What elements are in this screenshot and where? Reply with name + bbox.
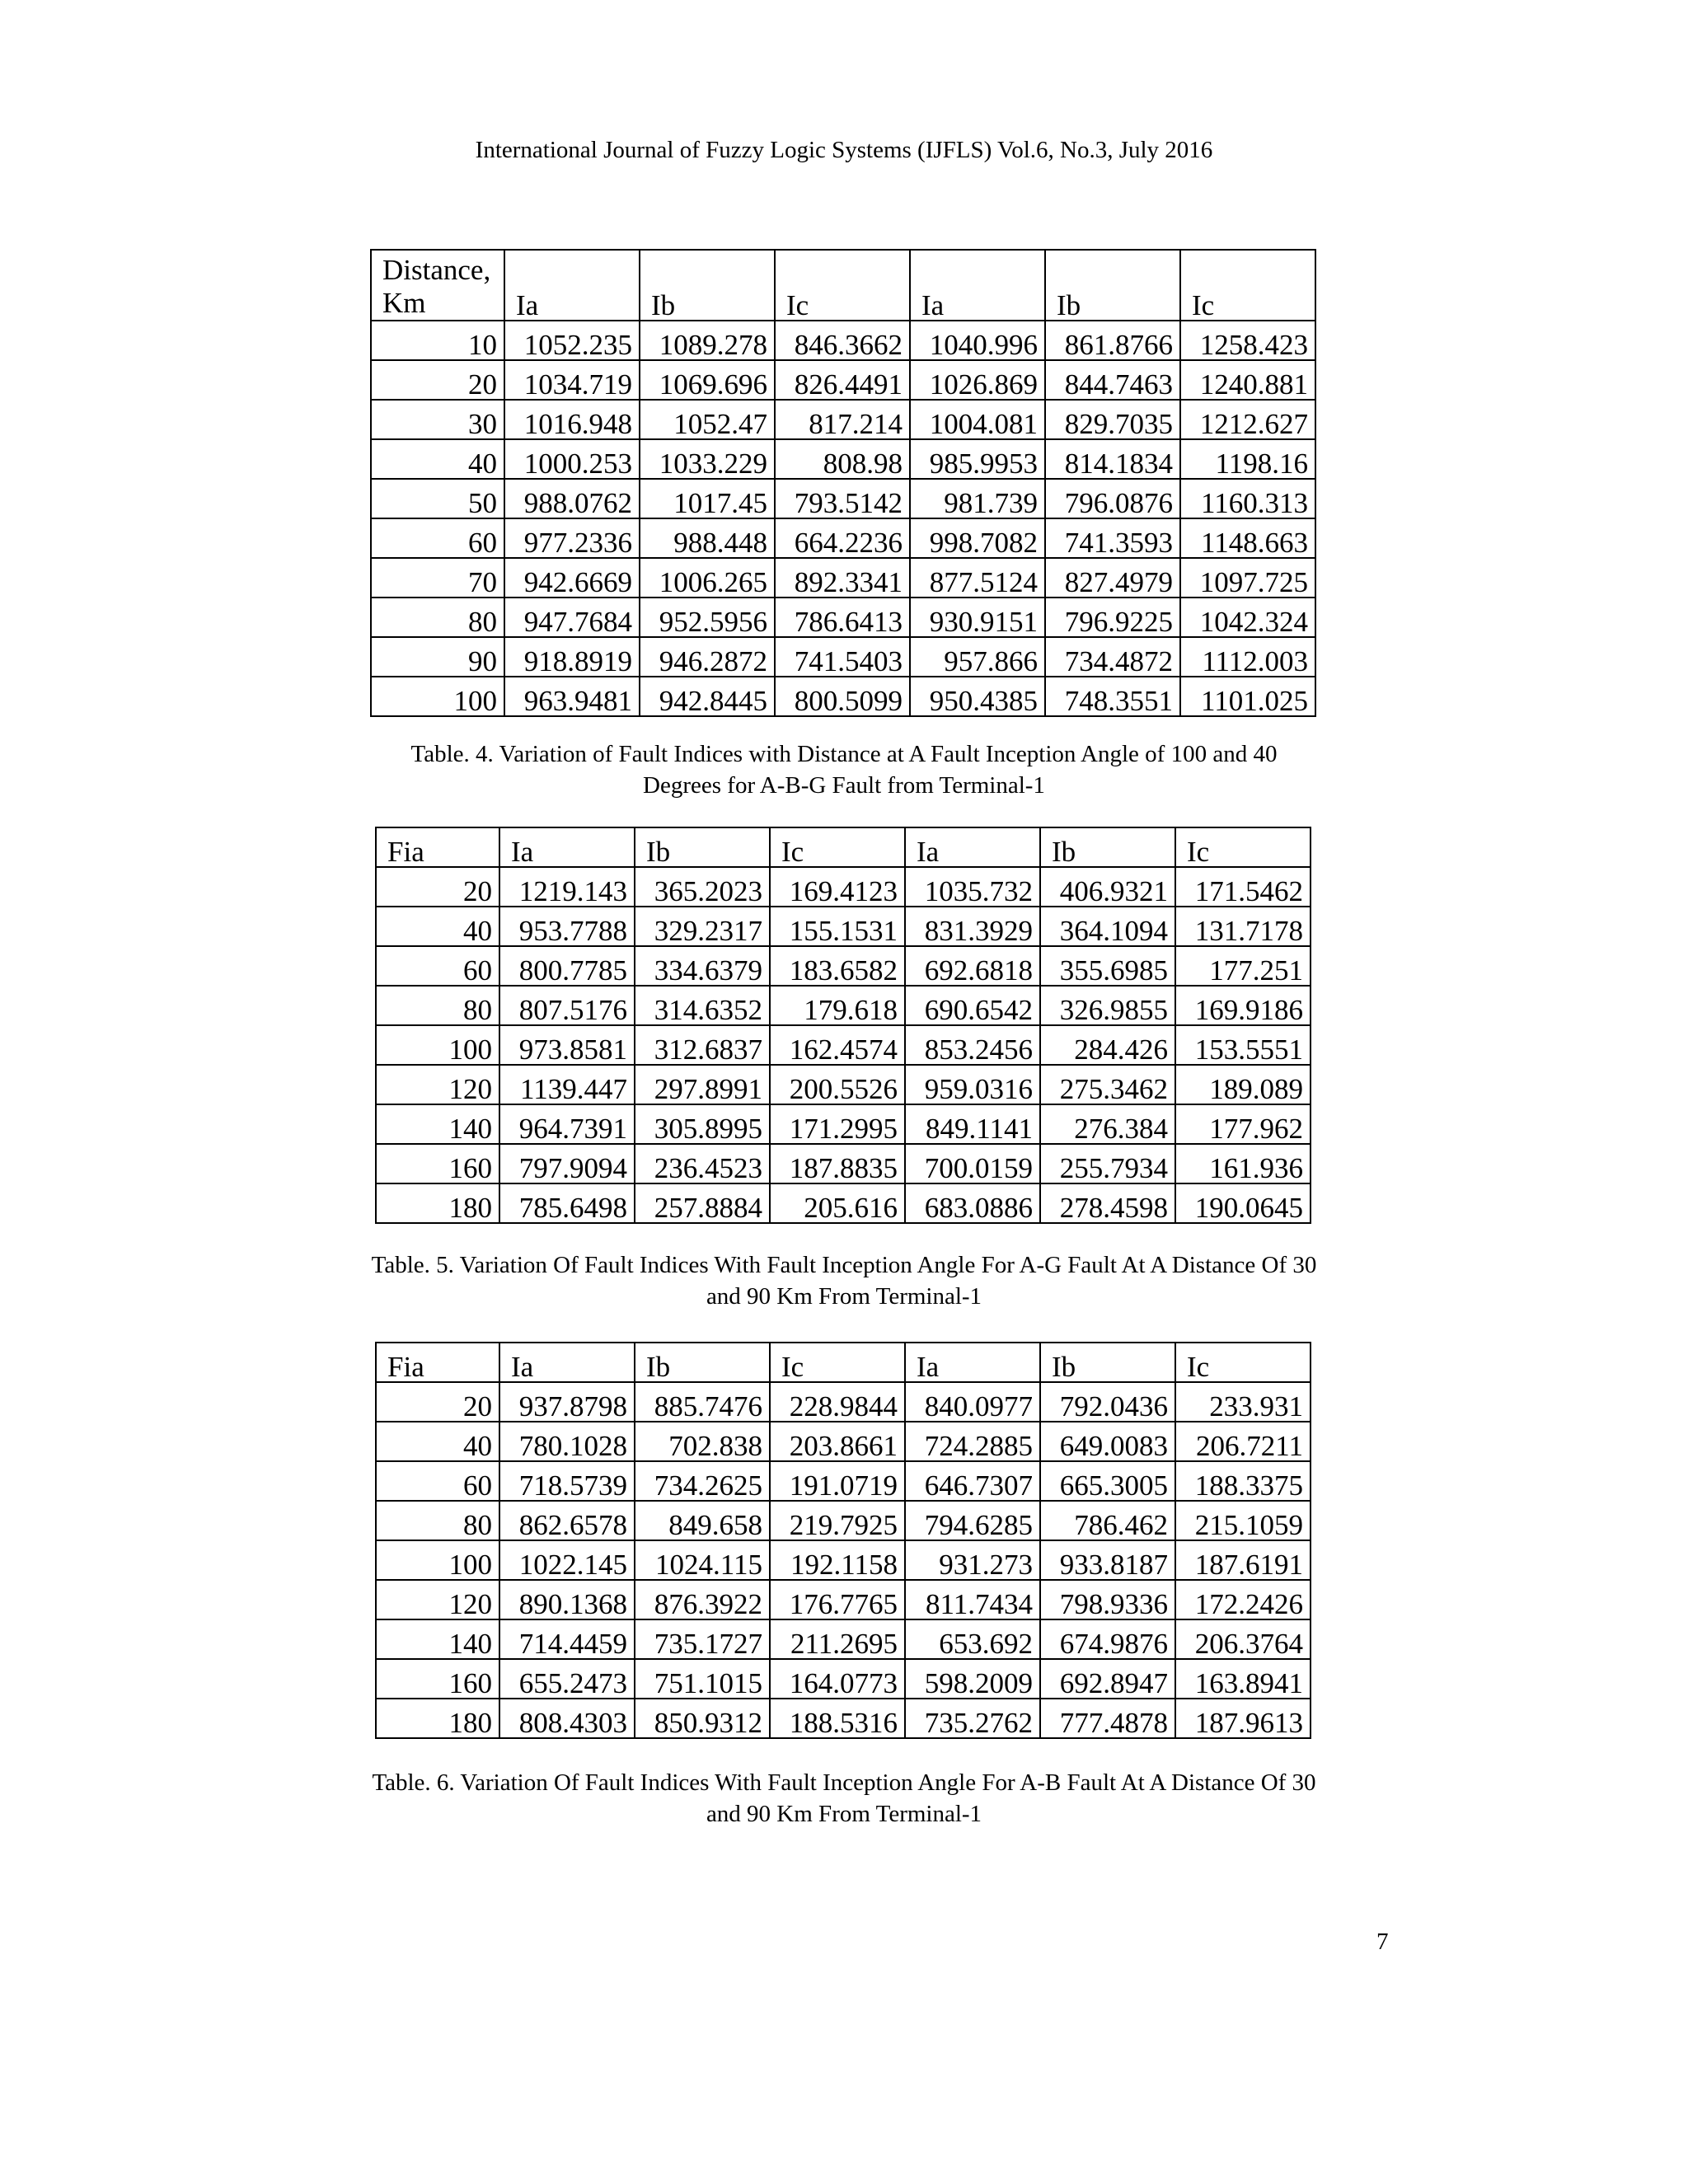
table-cell: 70 bbox=[371, 558, 504, 598]
table-row bbox=[371, 439, 1315, 479]
table-cell: 942.6669 bbox=[504, 558, 640, 598]
table-row bbox=[376, 1659, 1311, 1699]
table-cell: 714.4459 bbox=[499, 1619, 635, 1659]
table-cell: 649.0083 bbox=[1040, 1422, 1175, 1461]
table-cell: 985.9953 bbox=[910, 439, 1045, 479]
table-cell: 40 bbox=[371, 439, 504, 479]
table-row bbox=[376, 1183, 1311, 1223]
table-cell: 176.7765 bbox=[770, 1580, 905, 1619]
table-cell: 885.7476 bbox=[635, 1382, 770, 1422]
table-cell: 406.9321 bbox=[1040, 867, 1175, 907]
table-cell: 1034.719 bbox=[504, 360, 640, 400]
table-cell: 90 bbox=[371, 637, 504, 677]
table-cell: 690.6542 bbox=[905, 986, 1040, 1025]
table-cell: 275.3462 bbox=[1040, 1065, 1175, 1104]
table-cell: 683.0886 bbox=[905, 1183, 1040, 1223]
table-cell: 161.936 bbox=[1175, 1144, 1311, 1183]
table-cell: 807.5176 bbox=[499, 986, 635, 1025]
page-number: 7 bbox=[1376, 1929, 1389, 1955]
table-cell: 1033.229 bbox=[640, 439, 775, 479]
table-5-caption bbox=[313, 1250, 1375, 1312]
table-cell: 794.6285 bbox=[905, 1501, 1040, 1540]
table-cell: 164.0773 bbox=[770, 1659, 905, 1699]
table-cell: 100 bbox=[371, 677, 504, 716]
table-cell: 326.9855 bbox=[1040, 986, 1175, 1025]
table-cell: 850.9312 bbox=[635, 1699, 770, 1738]
table-row bbox=[376, 1619, 1311, 1659]
table-cell: 233.931 bbox=[1175, 1382, 1311, 1422]
table-cell: 1017.45 bbox=[640, 479, 775, 518]
table-cell: 849.658 bbox=[635, 1501, 770, 1540]
table-cell: 849.1141 bbox=[905, 1104, 1040, 1144]
table-cell: 1016.948 bbox=[504, 400, 640, 439]
table-cell: 957.866 bbox=[910, 637, 1045, 677]
table-cell: 785.6498 bbox=[499, 1183, 635, 1223]
table-cell: 20 bbox=[371, 360, 504, 400]
table-cell: 171.2995 bbox=[770, 1104, 905, 1144]
table-row bbox=[376, 1382, 1311, 1422]
table-row bbox=[376, 1501, 1311, 1540]
table-cell: 179.618 bbox=[770, 986, 905, 1025]
table-cell: 171.5462 bbox=[1175, 867, 1311, 907]
column-header: Ic bbox=[770, 1343, 905, 1382]
column-header: Distance, Km bbox=[371, 250, 504, 321]
table-cell: 735.2762 bbox=[905, 1699, 1040, 1738]
table-cell: 50 bbox=[371, 479, 504, 518]
table-cell: 817.214 bbox=[775, 400, 910, 439]
table-cell: 937.8798 bbox=[499, 1382, 635, 1422]
table-cell: 786.462 bbox=[1040, 1501, 1175, 1540]
table-header-row bbox=[376, 1343, 1311, 1382]
table-cell: 200.5526 bbox=[770, 1065, 905, 1104]
table-cell: 933.8187 bbox=[1040, 1540, 1175, 1580]
table-cell: 988.0762 bbox=[504, 479, 640, 518]
table-cell: 180 bbox=[376, 1183, 499, 1223]
table-cell: 741.3593 bbox=[1045, 518, 1180, 558]
table-cell: 840.0977 bbox=[905, 1382, 1040, 1422]
table-cell: 959.0316 bbox=[905, 1065, 1040, 1104]
caption-line: Table. 4. Variation of Fault Indices with Distance at A Fault Inception Angle of 100 and 40 bbox=[410, 741, 1278, 767]
table-cell: 172.2426 bbox=[1175, 1580, 1311, 1619]
table-cell: 1006.265 bbox=[640, 558, 775, 598]
table-row bbox=[376, 1461, 1311, 1501]
table-cell: 1024.115 bbox=[635, 1540, 770, 1580]
table-cell: 876.3922 bbox=[635, 1580, 770, 1619]
table-cell: 655.2473 bbox=[499, 1659, 635, 1699]
table-cell: 973.8581 bbox=[499, 1025, 635, 1065]
table-cell: 297.8991 bbox=[635, 1065, 770, 1104]
table-cell: 163.8941 bbox=[1175, 1659, 1311, 1699]
table-cell: 780.1028 bbox=[499, 1422, 635, 1461]
table-cell: 947.7684 bbox=[504, 598, 640, 637]
table-cell: 314.6352 bbox=[635, 986, 770, 1025]
table-cell: 1101.025 bbox=[1180, 677, 1315, 716]
table-row bbox=[376, 1540, 1311, 1580]
table-row bbox=[376, 946, 1311, 986]
table-cell: 1160.313 bbox=[1180, 479, 1315, 518]
table-cell: 796.9225 bbox=[1045, 598, 1180, 637]
table-cell: 236.4523 bbox=[635, 1144, 770, 1183]
table-cell: 1026.869 bbox=[910, 360, 1045, 400]
table-cell: 155.1531 bbox=[770, 907, 905, 946]
table-cell: 215.1059 bbox=[1175, 1501, 1311, 1540]
table-cell: 278.4598 bbox=[1040, 1183, 1175, 1223]
table-cell: 1212.627 bbox=[1180, 400, 1315, 439]
table-cell: 80 bbox=[376, 1501, 499, 1540]
table-row bbox=[371, 637, 1315, 677]
table-cell: 748.3551 bbox=[1045, 677, 1180, 716]
table-cell: 862.6578 bbox=[499, 1501, 635, 1540]
table-cell: 700.0159 bbox=[905, 1144, 1040, 1183]
table-cell: 998.7082 bbox=[910, 518, 1045, 558]
table-cell: 284.426 bbox=[1040, 1025, 1175, 1065]
table-cell: 312.6837 bbox=[635, 1025, 770, 1065]
table-row bbox=[376, 907, 1311, 946]
table-cell: 60 bbox=[371, 518, 504, 558]
table-cell: 100 bbox=[376, 1540, 499, 1580]
table-cell: 205.616 bbox=[770, 1183, 905, 1223]
table-cell: 800.7785 bbox=[499, 946, 635, 986]
table-cell: 846.3662 bbox=[775, 321, 910, 360]
table-cell: 1069.696 bbox=[640, 360, 775, 400]
table-cell: 1097.725 bbox=[1180, 558, 1315, 598]
table-header-row bbox=[371, 250, 1315, 321]
table-cell: 702.838 bbox=[635, 1422, 770, 1461]
table-cell: 160 bbox=[376, 1144, 499, 1183]
table-cell: 40 bbox=[376, 907, 499, 946]
table-cell: 1042.324 bbox=[1180, 598, 1315, 637]
table-row bbox=[376, 1065, 1311, 1104]
table-row bbox=[371, 321, 1315, 360]
column-header: Fia bbox=[376, 827, 499, 867]
table-cell: 1000.253 bbox=[504, 439, 640, 479]
column-header: Ib bbox=[1040, 1343, 1175, 1382]
table-row bbox=[371, 479, 1315, 518]
table-4-caption bbox=[313, 739, 1375, 801]
table-cell: 355.6985 bbox=[1040, 946, 1175, 986]
column-header: Ia bbox=[504, 250, 640, 321]
table-cell: 169.4123 bbox=[770, 867, 905, 907]
table-4 bbox=[370, 249, 1316, 717]
table-cell: 228.9844 bbox=[770, 1382, 905, 1422]
column-header: Ib bbox=[1040, 827, 1175, 867]
table-cell: 808.98 bbox=[775, 439, 910, 479]
table-cell: 1022.145 bbox=[499, 1540, 635, 1580]
table-cell: 918.8919 bbox=[504, 637, 640, 677]
table-cell: 160 bbox=[376, 1659, 499, 1699]
table-cell: 140 bbox=[376, 1104, 499, 1144]
column-header: Ib bbox=[635, 827, 770, 867]
table-cell: 797.9094 bbox=[499, 1144, 635, 1183]
table-cell: 977.2336 bbox=[504, 518, 640, 558]
column-header: Ia bbox=[910, 250, 1045, 321]
table-row bbox=[376, 1699, 1311, 1738]
table-cell: 364.1094 bbox=[1040, 907, 1175, 946]
table-cell: 942.8445 bbox=[640, 677, 775, 716]
table-cell: 963.9481 bbox=[504, 677, 640, 716]
column-header: Ic bbox=[1180, 250, 1315, 321]
caption-line: Table. 6. Variation Of Fault Indices With Fault Inception Angle For A-B Fault At A Distance Of 30 bbox=[372, 1769, 1316, 1796]
table-cell: 211.2695 bbox=[770, 1619, 905, 1659]
table-cell: 829.7035 bbox=[1045, 400, 1180, 439]
table-5 bbox=[375, 827, 1311, 1224]
column-header: Ib bbox=[1045, 250, 1180, 321]
table-cell: 800.5099 bbox=[775, 677, 910, 716]
table-cell: 734.2625 bbox=[635, 1461, 770, 1501]
table-cell: 188.3375 bbox=[1175, 1461, 1311, 1501]
table-cell: 826.4491 bbox=[775, 360, 910, 400]
caption-line: and 90 Km From Terminal-1 bbox=[706, 1800, 982, 1827]
table-row bbox=[371, 360, 1315, 400]
table-cell: 808.4303 bbox=[499, 1699, 635, 1738]
table-cell: 189.089 bbox=[1175, 1065, 1311, 1104]
table-cell: 892.3341 bbox=[775, 558, 910, 598]
table-cell: 981.739 bbox=[910, 479, 1045, 518]
table-cell: 100 bbox=[376, 1025, 499, 1065]
column-header: Fia bbox=[376, 1343, 499, 1382]
table-cell: 724.2885 bbox=[905, 1422, 1040, 1461]
table-row bbox=[376, 1025, 1311, 1065]
table-cell: 665.3005 bbox=[1040, 1461, 1175, 1501]
table-cell: 120 bbox=[376, 1580, 499, 1619]
table-cell: 1240.881 bbox=[1180, 360, 1315, 400]
table-cell: 162.4574 bbox=[770, 1025, 905, 1065]
table-cell: 80 bbox=[376, 986, 499, 1025]
table-cell: 188.5316 bbox=[770, 1699, 905, 1738]
table-cell: 964.7391 bbox=[499, 1104, 635, 1144]
table-cell: 257.8884 bbox=[635, 1183, 770, 1223]
caption-line: Degrees for A-B-G Fault from Terminal-1 bbox=[643, 771, 1045, 799]
column-header: Ia bbox=[499, 827, 635, 867]
column-header: Ic bbox=[1175, 1343, 1311, 1382]
table-6 bbox=[375, 1342, 1311, 1739]
caption-line: Table. 5. Variation Of Fault Indices With Fault Inception Angle For A-G Fault At A Distance Of 30 bbox=[371, 1252, 1317, 1278]
table-cell: 1052.235 bbox=[504, 321, 640, 360]
table-cell: 831.3929 bbox=[905, 907, 1040, 946]
table-cell: 1040.996 bbox=[910, 321, 1045, 360]
table-cell: 844.7463 bbox=[1045, 360, 1180, 400]
table-cell: 183.6582 bbox=[770, 946, 905, 986]
table-cell: 653.692 bbox=[905, 1619, 1040, 1659]
table-cell: 946.2872 bbox=[640, 637, 775, 677]
table-cell: 827.4979 bbox=[1045, 558, 1180, 598]
table-cell: 814.1834 bbox=[1045, 439, 1180, 479]
table-cell: 692.8947 bbox=[1040, 1659, 1175, 1699]
table-cell: 1004.081 bbox=[910, 400, 1045, 439]
table-cell: 219.7925 bbox=[770, 1501, 905, 1540]
table-cell: 950.4385 bbox=[910, 677, 1045, 716]
table-cell: 187.9613 bbox=[1175, 1699, 1311, 1738]
table-cell: 598.2009 bbox=[905, 1659, 1040, 1699]
table-cell: 853.2456 bbox=[905, 1025, 1040, 1065]
table-cell: 334.6379 bbox=[635, 946, 770, 986]
table-cell: 1258.423 bbox=[1180, 321, 1315, 360]
table-cell: 192.1158 bbox=[770, 1540, 905, 1580]
table-cell: 1089.278 bbox=[640, 321, 775, 360]
table-cell: 952.5956 bbox=[640, 598, 775, 637]
table-cell: 187.6191 bbox=[1175, 1540, 1311, 1580]
table-cell: 329.2317 bbox=[635, 907, 770, 946]
table-cell: 1198.16 bbox=[1180, 439, 1315, 479]
table-cell: 80 bbox=[371, 598, 504, 637]
table-cell: 798.9336 bbox=[1040, 1580, 1175, 1619]
table-cell: 646.7307 bbox=[905, 1461, 1040, 1501]
table-header-row bbox=[376, 827, 1311, 867]
table-cell: 206.7211 bbox=[1175, 1422, 1311, 1461]
table-row bbox=[376, 1580, 1311, 1619]
table-cell: 206.3764 bbox=[1175, 1619, 1311, 1659]
table-cell: 718.5739 bbox=[499, 1461, 635, 1501]
table-cell: 692.6818 bbox=[905, 946, 1040, 986]
table-cell: 60 bbox=[376, 946, 499, 986]
table-row bbox=[371, 677, 1315, 716]
table-row bbox=[371, 400, 1315, 439]
table-cell: 40 bbox=[376, 1422, 499, 1461]
table-cell: 792.0436 bbox=[1040, 1382, 1175, 1422]
table-cell: 131.7178 bbox=[1175, 907, 1311, 946]
table-cell: 877.5124 bbox=[910, 558, 1045, 598]
table-cell: 1139.447 bbox=[499, 1065, 635, 1104]
table-cell: 140 bbox=[376, 1619, 499, 1659]
column-header: Ic bbox=[775, 250, 910, 321]
table-6-caption bbox=[313, 1768, 1375, 1830]
table-row bbox=[376, 1144, 1311, 1183]
table-row bbox=[376, 986, 1311, 1025]
table-cell: 861.8766 bbox=[1045, 321, 1180, 360]
table-cell: 674.9876 bbox=[1040, 1619, 1175, 1659]
table-cell: 931.273 bbox=[905, 1540, 1040, 1580]
table-cell: 191.0719 bbox=[770, 1461, 905, 1501]
table-cell: 10 bbox=[371, 321, 504, 360]
table-cell: 741.5403 bbox=[775, 637, 910, 677]
table-cell: 180 bbox=[376, 1699, 499, 1738]
table-cell: 811.7434 bbox=[905, 1580, 1040, 1619]
table-cell: 190.0645 bbox=[1175, 1183, 1311, 1223]
table-row bbox=[376, 867, 1311, 907]
table-cell: 1052.47 bbox=[640, 400, 775, 439]
table-cell: 664.2236 bbox=[775, 518, 910, 558]
table-cell: 365.2023 bbox=[635, 867, 770, 907]
table-cell: 1112.003 bbox=[1180, 637, 1315, 677]
table-row bbox=[371, 598, 1315, 637]
column-header: Ia bbox=[905, 827, 1040, 867]
table-cell: 169.9186 bbox=[1175, 986, 1311, 1025]
table-cell: 177.251 bbox=[1175, 946, 1311, 986]
table-cell: 255.7934 bbox=[1040, 1144, 1175, 1183]
table-cell: 751.1015 bbox=[635, 1659, 770, 1699]
table-row bbox=[376, 1422, 1311, 1461]
table-cell: 953.7788 bbox=[499, 907, 635, 946]
table-cell: 1219.143 bbox=[499, 867, 635, 907]
table-cell: 1035.732 bbox=[905, 867, 1040, 907]
table-row bbox=[371, 558, 1315, 598]
table-cell: 203.8661 bbox=[770, 1422, 905, 1461]
table-cell: 60 bbox=[376, 1461, 499, 1501]
table-cell: 930.9151 bbox=[910, 598, 1045, 637]
table-row bbox=[371, 518, 1315, 558]
table-cell: 1148.663 bbox=[1180, 518, 1315, 558]
table-cell: 734.4872 bbox=[1045, 637, 1180, 677]
column-header: Ic bbox=[770, 827, 905, 867]
table-row bbox=[376, 1104, 1311, 1144]
table-cell: 735.1727 bbox=[635, 1619, 770, 1659]
table-cell: 796.0876 bbox=[1045, 479, 1180, 518]
table-cell: 177.962 bbox=[1175, 1104, 1311, 1144]
table-cell: 276.384 bbox=[1040, 1104, 1175, 1144]
table-cell: 777.4878 bbox=[1040, 1699, 1175, 1738]
table-cell: 793.5142 bbox=[775, 479, 910, 518]
table-cell: 20 bbox=[376, 1382, 499, 1422]
column-header: Ib bbox=[640, 250, 775, 321]
column-header: Ib bbox=[635, 1343, 770, 1382]
running-header: International Journal of Fuzzy Logic Systems (IJFLS) Vol.6, No.3, July 2016 bbox=[475, 137, 1213, 163]
table-cell: 786.6413 bbox=[775, 598, 910, 637]
column-header: Ia bbox=[905, 1343, 1040, 1382]
caption-line: and 90 Km From Terminal-1 bbox=[706, 1282, 982, 1310]
table-cell: 187.8835 bbox=[770, 1144, 905, 1183]
table-cell: 988.448 bbox=[640, 518, 775, 558]
table-cell: 20 bbox=[376, 867, 499, 907]
table-cell: 120 bbox=[376, 1065, 499, 1104]
table-cell: 153.5551 bbox=[1175, 1025, 1311, 1065]
table-cell: 305.8995 bbox=[635, 1104, 770, 1144]
column-header: Ic bbox=[1175, 827, 1311, 867]
table-cell: 890.1368 bbox=[499, 1580, 635, 1619]
column-header: Ia bbox=[499, 1343, 635, 1382]
table-cell: 30 bbox=[371, 400, 504, 439]
